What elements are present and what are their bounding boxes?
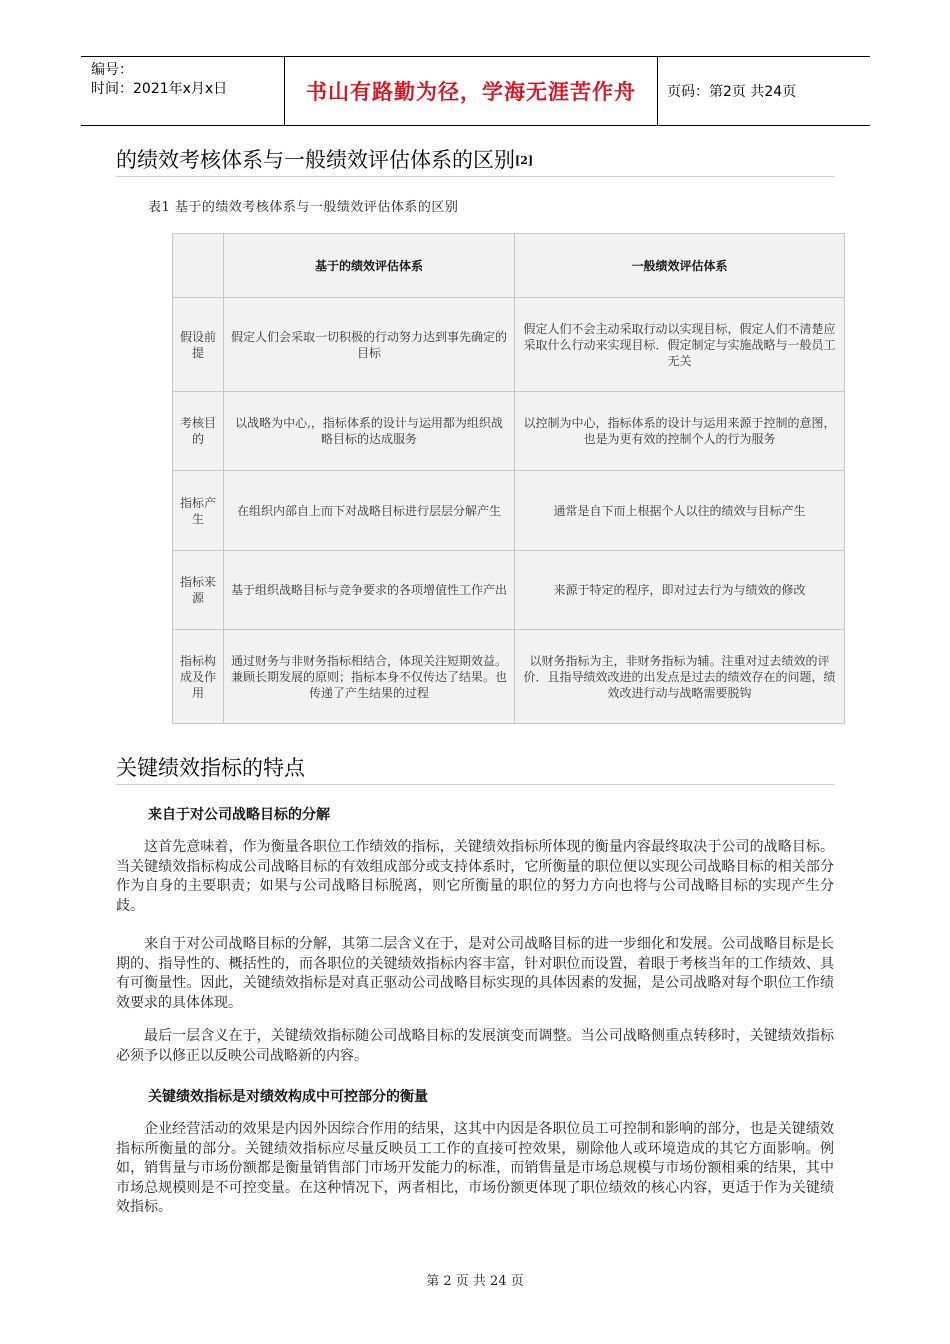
table-row [173, 630, 845, 724]
paragraph: 最后一层含义在于，关键绩效指标随公司战略目标的发展演变而调整。当公司战略侧重点转移时，关键绩效指标必须予以修正以反映公司战略新的内容。 [116, 1028, 834, 1064]
table-caption: 表1 基于的绩效考核体系与一般绩效评估体系的区别 [148, 200, 459, 215]
paragraph: 这首先意味着，作为衡量各职位工作绩效的指标，关键绩效指标所体现的衡量内容最终取决于公司的战略目标。当关键绩效指标构成公司战略目标的有效组成部分或支持体系时，它所衡量的职位便以实现公司战略目标的相关部分作为自身的主要职责；如果与公司战略目标脱离，则它所衡量的职位的努力方向也将与公司战略目标的实现产生分歧。 [116, 839, 834, 914]
cell-general: 来源于特定的程序，即对过去行为与绩效的修改 [515, 551, 845, 630]
cell-kpi: 基于组织战略目标与竞争要求的各项增值性工作产出 [224, 551, 515, 630]
header-page-info: 页码：第2页 共24页 [667, 84, 797, 100]
subheading-controllable-part: 关键绩效指标是对绩效构成中可控部分的衡量 [148, 1089, 428, 1105]
table-row [173, 471, 845, 551]
header-motto: 书山有路勤为径，学海无涯苦作舟 [284, 57, 658, 125]
cell-kpi: 通过财务与非财务指标相结合，体现关注短期效益。兼顾长期发展的原则；指标本身不仅传达了结果。也传递了产生结果的过程 [224, 630, 515, 724]
cell-general: 通常是自下而上根据个人以往的绩效与目标产生 [515, 471, 845, 551]
page-header [81, 56, 870, 126]
row-label: 假设前提 [173, 298, 224, 392]
cell-general: 以控制为中心，指标体系的设计与运用来源于控制的意图，也是为更有效的控制个人的行为服务 [515, 392, 845, 471]
table-row [173, 298, 845, 392]
document-number-label: 编号： [91, 62, 133, 78]
header-meta [81, 57, 284, 125]
cell-general: 以财务指标为主，非财务指标为辅。注重对过去绩效的评价．且指导绩效改进的出发点是过去的绩效存在的问题，绩效改进行动与战略需要脱钩 [515, 630, 845, 724]
table-row [173, 551, 845, 630]
document-time-label: 时间：2021年x月x日 [91, 81, 228, 97]
reference-mark: [2] [515, 154, 534, 167]
table-header-empty [173, 234, 224, 298]
row-label: 指标构成及作用 [173, 630, 224, 724]
row-label: 指标产生 [173, 471, 224, 551]
paragraph: 来自于对公司战略目标的分解，其第二层含义在于，是对公司战略目标的进一步细化和发展。公司战略目标是长期的、指导性的、概括性的，而各职位的关键绩效指标内容丰富，针对职位而设置，着眼于考核当年的工作绩效、具有可衡量性。因此，关键绩效指标是对真正驱动公司战略目标实现的具体因素的发掘，是公司战略对每个职位工作绩效要求的具体体现。 [116, 936, 834, 1011]
table-header-row [173, 234, 845, 298]
table-row [173, 392, 845, 471]
cell-kpi: 假定人们会采取一切积极的行动努力达到事先确定的目标 [224, 298, 515, 392]
comparison-table [172, 233, 845, 724]
table-header-kpi-system: 基于的绩效评估体系 [224, 234, 515, 298]
section-title-kpi-features: 关键绩效指标的特点 [116, 754, 834, 785]
section-title-comparison [116, 146, 834, 177]
cell-general: 假定人们不会主动采取行动以实现目标，假定人们不清楚应采取什么行动来实现目标．假定制定与实施战略与一般员工无关 [515, 298, 845, 392]
paragraph: 企业经营活动的效果是内因外因综合作用的结果，这其中内因是各职位员工可控制和影响的部分，也是关键绩效指标所衡量的部分。关键绩效指标应尽量反映员工工作的直接可控效果，剔除他人或环境造成的其它方面影响。例如，销售量与市场份额都是衡量销售部门市场开发能力的标准，而销售量是市场总规模与市场份额相乘的结果，其中市场总规模则是不可控变量。在这种情况下，两者相比，市场份额更体现了职位绩效的核心内容，更适于作为关键绩效指标。 [116, 1121, 834, 1215]
table-header-general-system: 一般绩效评估体系 [515, 234, 845, 298]
row-label: 指标来源 [173, 551, 224, 630]
cell-kpi: 以战略为中心,，指标体系的设计与运用都为组织战略目标的达成服务 [224, 392, 515, 471]
page-footer: 第 2 页 共 24 页 [426, 1274, 524, 1289]
subheading-strategy-decomposition: 来自于对公司战略目标的分解 [148, 807, 330, 823]
cell-kpi: 在组织内部自上而下对战略目标进行层层分解产生 [224, 471, 515, 551]
section-title-text: 的绩效考核体系与一般绩效评估体系的区别 [116, 148, 515, 172]
row-label: 考核目的 [173, 392, 224, 471]
